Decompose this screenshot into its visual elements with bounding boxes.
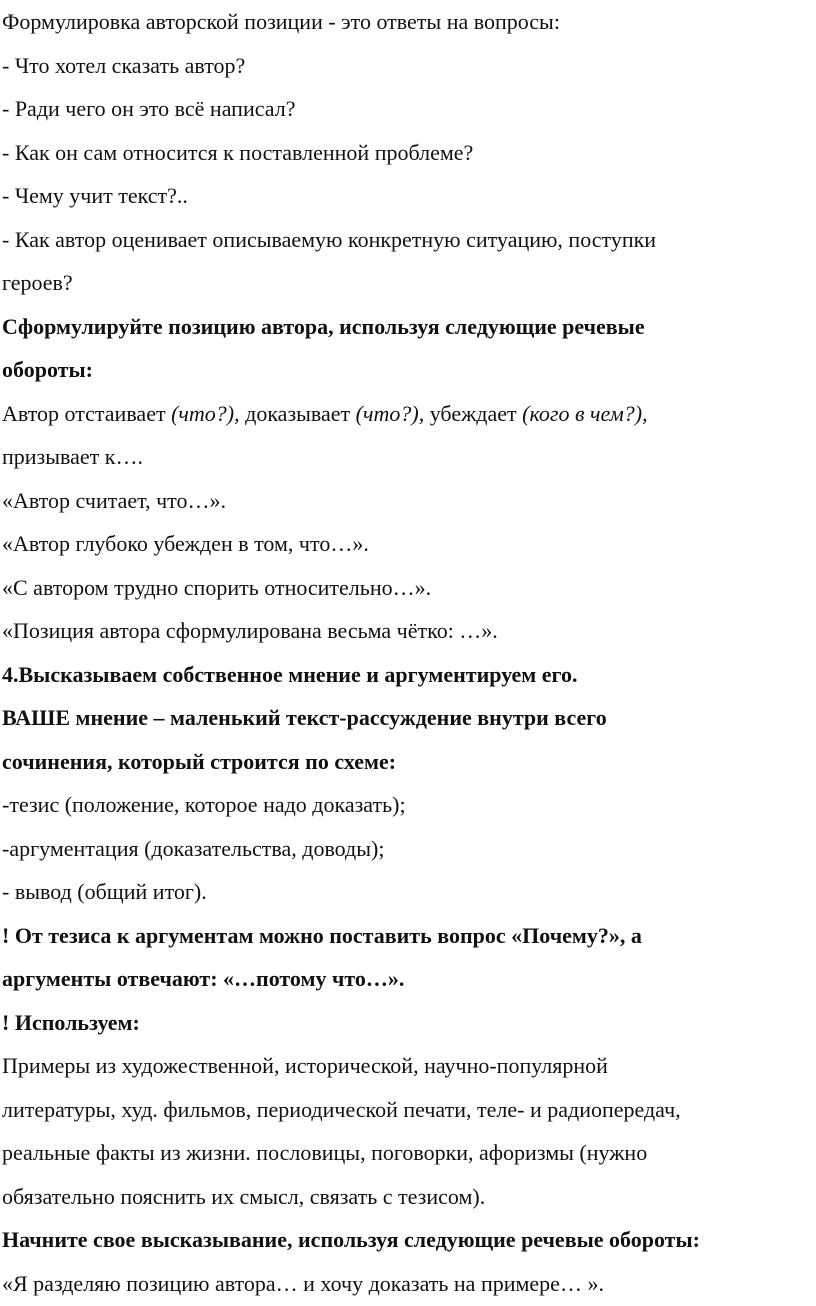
bold-instruction-continued: обороты: (2, 357, 93, 382)
phrase-text: Автор отстаивает (2, 400, 172, 426)
scheme-item: - вывод (общий итог). (2, 879, 207, 904)
bold-note: ! Используем: (2, 1009, 140, 1035)
paragraph-line: обязательно пояснить их смысл, связать с тезисом). (2, 1183, 486, 1209)
document-page (2, 0, 814, 1305)
question-line: - Что хотел сказать автор? (2, 52, 246, 78)
scheme-item: -аргументация (доказательства, доводы); (2, 835, 385, 861)
bold-paragraph-continued: сочинения, который строится по схеме: (2, 748, 397, 774)
phrase-text: убеждает (424, 400, 523, 426)
bold-instruction: Сформулируйте позицию автора, используя следующие речевые (2, 313, 645, 339)
question-line-continued: героев? (2, 270, 73, 295)
phrase-text: доказывает (239, 400, 356, 426)
bold-instruction: Начните свое высказывание, используя следующие речевые обороты: (2, 1227, 700, 1252)
question-line: - Как автор оценивает описываемую конкретную ситуацию, поступки (2, 226, 657, 252)
scheme-item: -тезис (положение, которое надо доказать); (2, 792, 406, 817)
quote-phrase: «С автором трудно спорить относительно…». (2, 574, 432, 600)
paragraph-line: литературы, худ. фильмов, периодической печати, теле- и радиопередач, (2, 1096, 681, 1122)
question-line: - Ради чего он это всё написал? (2, 96, 296, 121)
phrase-line-continued: призывает к…. (2, 444, 143, 469)
bold-note: ! От тезиса к аргументам можно поставить вопрос «Почему?», а (2, 922, 642, 948)
section-heading: 4.Высказываем собственное мнение и аргументируем его. (2, 661, 578, 687)
question-line: - Чему учит текст?.. (2, 183, 188, 208)
phrase-italic: (что?), (355, 400, 425, 426)
bold-note-continued: аргументы отвечают: «…потому что…». (2, 966, 405, 991)
quote-phrase: «Позиция автора сформулирована весьма чётко: …». (2, 618, 498, 643)
intro-line: Формулировка авторской позиции - это ответы на вопросы: (2, 9, 560, 34)
question-line: - Как он сам относится к поставленной проблеме? (2, 139, 474, 165)
bold-paragraph: ВАШЕ мнение – маленький текст-рассуждение внутри всего (2, 705, 607, 730)
quote-phrase: «Автор глубоко убежден в том, что…». (2, 531, 369, 556)
paragraph-line: Примеры из художественной, исторической, научно-популярной (2, 1053, 608, 1078)
quote-phrase: «Автор считает, что…». (2, 487, 226, 513)
phrase-italic: (кого в чем?), (522, 400, 648, 426)
paragraph-line: реальные факты из жизни. пословицы, поговорки, афоризмы (нужно (2, 1140, 648, 1165)
quote-phrase: «Я разделяю позицию автора… и хочу доказать на примере… ». (2, 1270, 604, 1296)
phrase-line (2, 392, 814, 436)
phrase-italic: (что?), (171, 400, 240, 426)
